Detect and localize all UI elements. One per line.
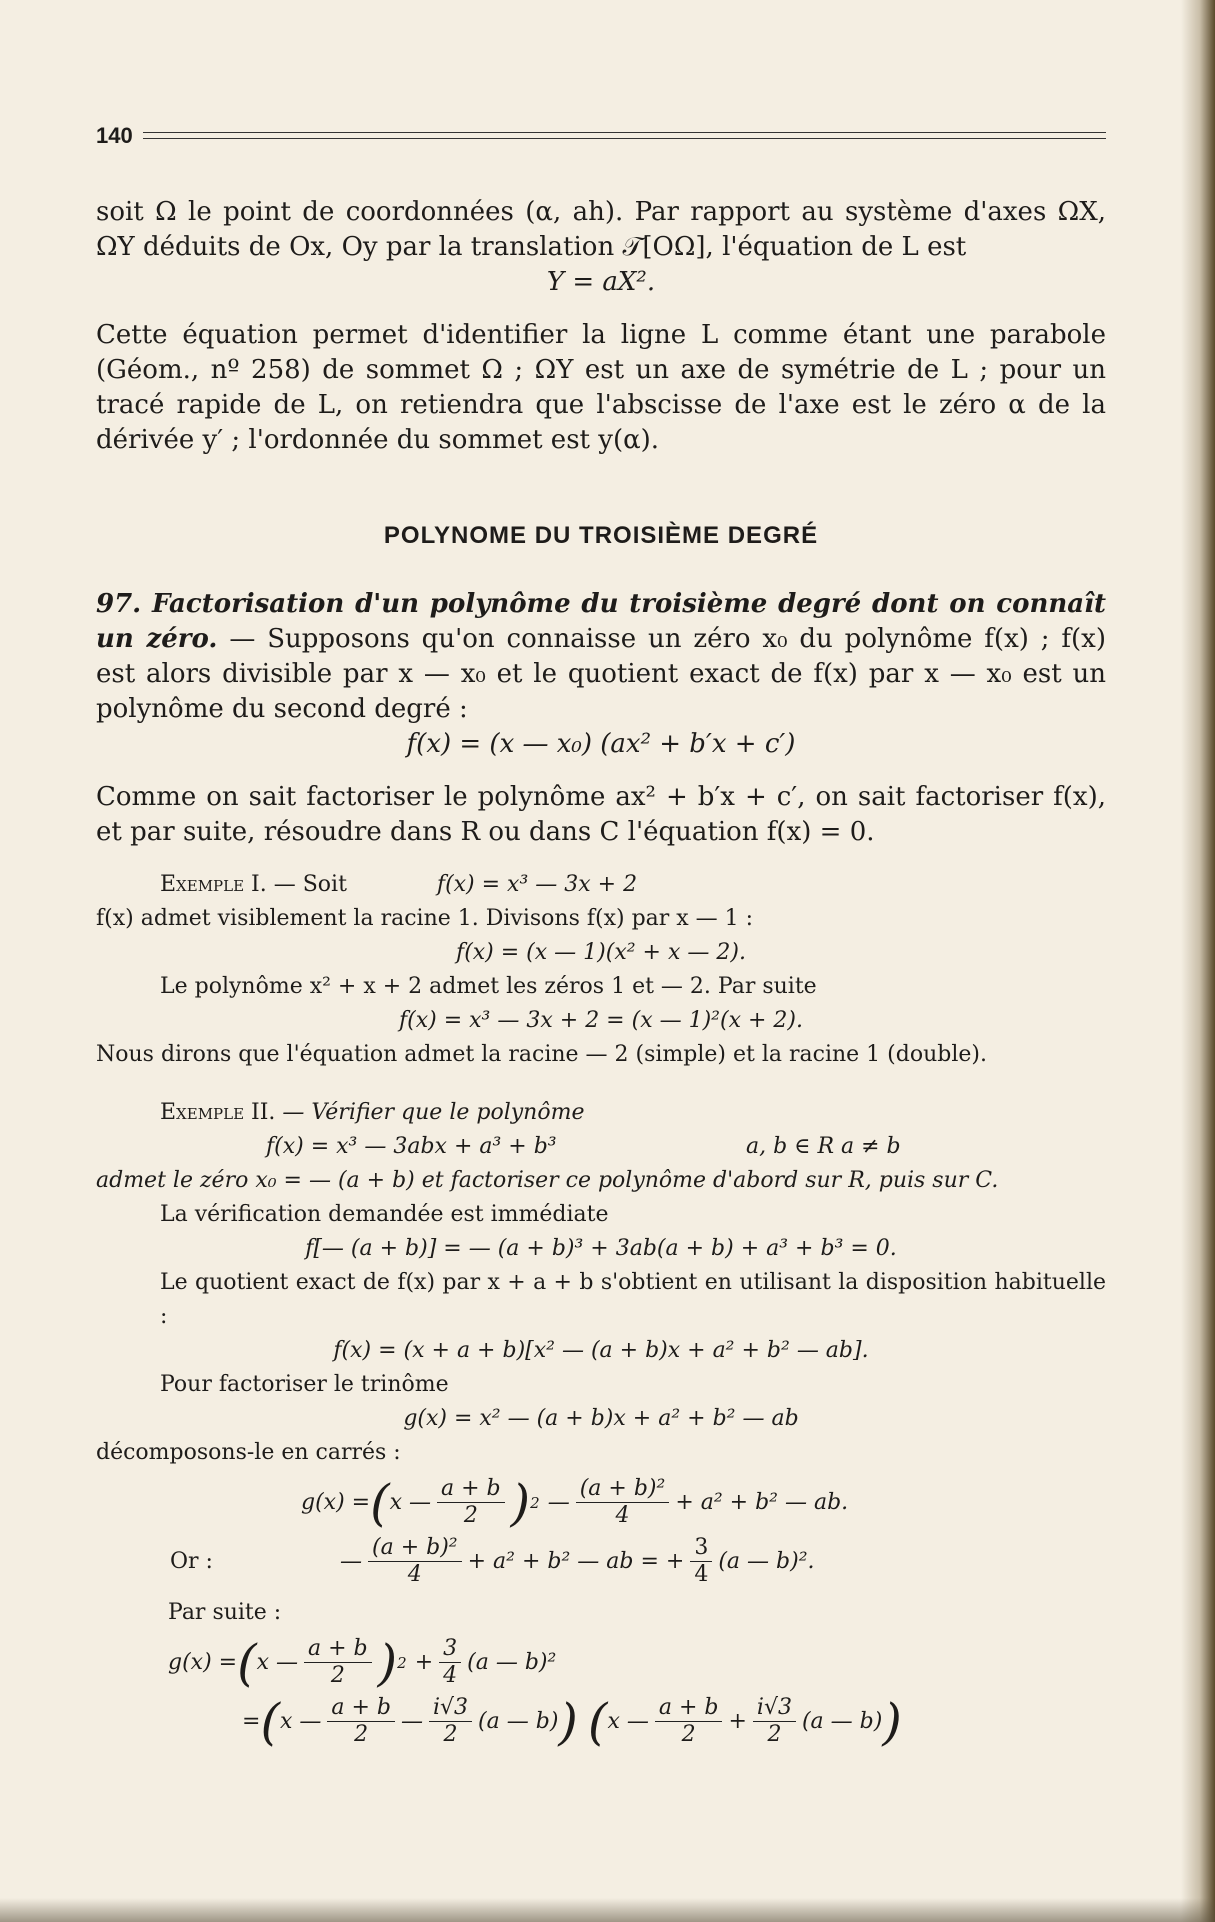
sum-of-squares-equation xyxy=(96,1633,1106,1692)
example-2-definition-row xyxy=(96,1130,1106,1164)
example-2-line-3: Le quotient exact de f(x) par x + a + b s'obtient en utilisant la disposition habituelle : xyxy=(160,1270,1106,1329)
minus-sign: — xyxy=(547,1489,570,1515)
example-2-definition: f(x) = x³ — 3abx + a³ + b³ xyxy=(266,1134,557,1159)
running-header xyxy=(96,118,1106,153)
page-content xyxy=(96,118,1106,1754)
fraction-i-sqrt3-over-2 xyxy=(753,1695,796,1748)
fraction-denominator: 2 xyxy=(443,1722,458,1747)
or-equation xyxy=(96,1535,1106,1588)
paren-open: ( xyxy=(260,1692,280,1751)
g-lhs: g(x) = xyxy=(301,1489,371,1515)
example-2-equation-1: f[— (a + b)] = — (a + b)³ + 3ab(a + b) + a³ + b³ = 0. xyxy=(305,1236,897,1261)
fraction-square-over-4 xyxy=(576,1476,670,1529)
fraction-numerator: a + b xyxy=(437,1476,505,1503)
example-2-equation-3: g(x) = x² — (a + b)x + a² + b² — ab xyxy=(403,1406,799,1431)
paren-close: ) xyxy=(377,1633,398,1692)
paren-close: ) xyxy=(510,1473,531,1532)
fraction-denominator: 2 xyxy=(767,1722,782,1747)
fraction-denominator: 2 xyxy=(681,1722,696,1747)
ps-end: (a — b)² xyxy=(467,1649,557,1675)
x-minus: x — xyxy=(389,1489,432,1515)
fraction-numerator: (a + b)² xyxy=(368,1535,462,1562)
fraction-denominator: 2 xyxy=(463,1503,478,1528)
or-label: Or : xyxy=(170,1548,213,1574)
fraction-three-quarters xyxy=(439,1636,461,1689)
example-1-line-1: f(x) admet visiblement la racine 1. Divisons f(x) par x — 1 : xyxy=(96,906,754,931)
fraction-three-quarters xyxy=(690,1535,712,1588)
par-suite-label: Par suite : xyxy=(168,1600,282,1625)
example-1-line-2: Le polynôme x² + x + 2 admet les zéros 1 et — 2. Par suite xyxy=(160,974,817,999)
paren-open: ( xyxy=(237,1633,257,1692)
example-2-intro: — Vérifier que le polynôme xyxy=(282,1100,585,1125)
intro-paragraph-2: Cette équation permet d'identifier la ligne L comme étant une parabole (Géom., nº 258) de sommet Ω ; ΩY est un axe de symétrie de L ; pour un tracé rapide de L, on retiendra que l'abscisse de l'axe est le zéro α de la dérivée y′ ; l'ordonnée du sommet est y(α). xyxy=(96,320,1106,455)
x-minus: x — xyxy=(279,1708,322,1734)
fraction-numerator: a + b xyxy=(327,1695,395,1722)
equation-tail: + a² + b² — ab. xyxy=(675,1489,849,1515)
example-1-equation-1: f(x) = (x — 1)(x² + x — 2). xyxy=(456,940,746,965)
fraction-denominator: 4 xyxy=(443,1663,458,1688)
example-2-line-2: La vérification demandée est immédiate xyxy=(160,1202,609,1227)
fraction-a-plus-b-over-2 xyxy=(304,1636,372,1689)
example-1-header xyxy=(96,868,1106,902)
fraction-a-plus-b-over-2 xyxy=(655,1695,723,1748)
example-2-line-1: admet le zéro x₀ = — (a + b) et factoriser ce polynôme d'abord sur R, puis sur C. xyxy=(96,1168,999,1193)
fraction-denominator: 2 xyxy=(354,1722,369,1747)
fraction-denominator: 4 xyxy=(694,1562,709,1587)
paren-close: ) xyxy=(882,1692,902,1751)
header-rule xyxy=(143,132,1106,139)
fraction-numerator: 3 xyxy=(690,1535,712,1562)
example-2 xyxy=(96,1096,1106,1751)
a-minus-b: (a — b) xyxy=(478,1708,559,1734)
g-lhs: g(x) = xyxy=(168,1649,238,1675)
fraction-numerator: a + b xyxy=(655,1695,723,1722)
example-2-condition: a, b ∈ R a ≠ b xyxy=(746,1134,901,1159)
plus-sign: + xyxy=(728,1708,747,1734)
x-minus: x — xyxy=(256,1649,299,1675)
square-exponent: 2 xyxy=(530,1493,540,1512)
example-2-line-4: Pour factoriser le trinôme xyxy=(160,1372,449,1397)
x-minus: x — xyxy=(607,1708,649,1734)
fraction-numerator: i√3 xyxy=(753,1695,796,1722)
fraction-numerator: i√3 xyxy=(429,1695,472,1722)
fraction-numerator: (a + b)² xyxy=(576,1476,670,1503)
fraction-numerator: a + b xyxy=(304,1636,372,1663)
paren-open: ( xyxy=(587,1692,608,1751)
intro-equation: Y = aX². xyxy=(546,267,656,297)
paragraph-97-text-2: Comme on sait factoriser le polynôme ax² + b′x + c′, on sait factoriser f(x), et par suite, résoudre dans R ou dans C l'équation f(x) = 0. xyxy=(96,782,1106,847)
fraction-denominator: 4 xyxy=(407,1562,422,1587)
page-number: 140 xyxy=(96,123,133,148)
paren-close: ) xyxy=(558,1692,578,1751)
completed-square-equation xyxy=(96,1473,1106,1532)
example-2-header xyxy=(96,1096,1106,1130)
page-bottom-shadow xyxy=(0,1898,1215,1922)
example-2-label: Exemple II. xyxy=(160,1100,276,1125)
complex-factorization-equation xyxy=(96,1692,1106,1751)
example-1-definition: f(x) = x³ — 3x + 2 xyxy=(436,872,638,897)
fraction-a-plus-b-over-2 xyxy=(327,1695,395,1748)
fraction-denominator: 2 xyxy=(330,1663,345,1688)
example-1-line-3: Nous dirons que l'équation admet la racine — 2 (simple) et la racine 1 (double). xyxy=(96,1042,987,1067)
paragraph-97-heading: 97. Factorisation d'un polynôme du troisième degré dont on connaît un zéro. xyxy=(96,589,1106,654)
example-2-line-5: décomposons-le en carrés : xyxy=(96,1440,401,1465)
or-tail: + a² + b² — ab = + xyxy=(467,1548,685,1574)
plus-sign: + xyxy=(414,1649,434,1675)
intro-paragraph-1: soit Ω le point de coordonnées (α, ah). Par rapport au système d'axes ΩX, ΩY déduits de Ox, Oy par la translation 𝒯[OΩ], l'équation de L est xyxy=(96,197,1106,262)
or-lead: — xyxy=(340,1548,362,1574)
example-1-soit: — Soit xyxy=(273,872,347,897)
fraction-i-sqrt3-over-2 xyxy=(429,1695,472,1748)
fraction-a-plus-b-over-2 xyxy=(437,1476,505,1529)
or-end: (a — b)². xyxy=(718,1548,815,1574)
example-1-equation-2: f(x) = x³ — 3x + 2 = (x — 1)²(x + 2). xyxy=(399,1008,803,1033)
fraction-square-over-4 xyxy=(368,1535,462,1588)
square-exponent: 2 xyxy=(397,1653,407,1672)
example-1-label: Exemple I. xyxy=(160,872,267,897)
equals-sign: = xyxy=(242,1708,261,1734)
a-minus-b: (a — b) xyxy=(801,1708,883,1734)
example-2-equation-2: f(x) = (x + a + b)[x² — (a + b)x + a² + b² — ab]. xyxy=(333,1338,869,1363)
paren-open: ( xyxy=(370,1473,390,1532)
example-1 xyxy=(96,868,1106,1072)
section-title: POLYNOME DU TROISIÈME DEGRÉ xyxy=(383,522,819,549)
minus-sign: — xyxy=(400,1708,423,1734)
paragraph-97-equation: f(x) = (x — x₀) (ax² + b′x + c′) xyxy=(406,729,796,759)
fraction-numerator: 3 xyxy=(439,1636,461,1663)
paragraph-97-text: — Supposons qu'on connaisse un zéro x₀ du polynôme f(x) ; f(x) est alors divisible par x — x₀ et le quotient exact de f(x) par x — x₀ est un polynôme du second degré : xyxy=(96,624,1106,724)
fraction-denominator: 4 xyxy=(615,1503,630,1528)
paragraph-97 xyxy=(96,587,1106,727)
page-gutter-shadow xyxy=(1181,0,1215,1922)
